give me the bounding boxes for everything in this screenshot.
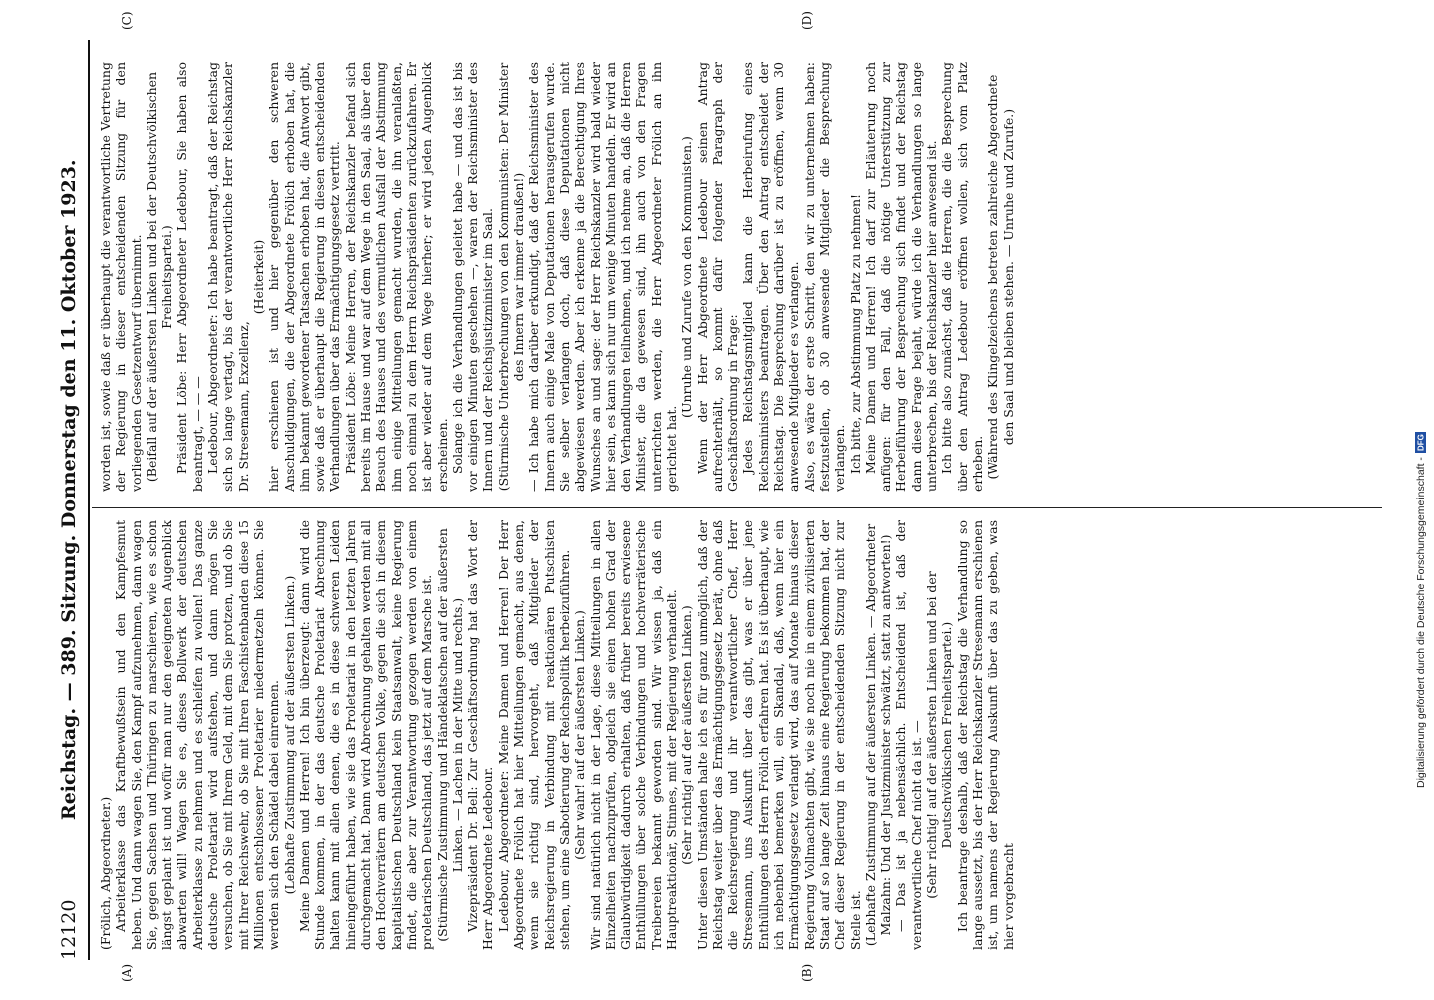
column-divider	[92, 507, 1382, 508]
paragraph: (Heiterkeit)	[250, 239, 266, 315]
paragraph: (Lebhafte Zustimmung auf der äußersten Linken. — Abgeordneter Malzahn: Und der Justizminister schwätzt, statt zu antworten!)	[862, 523, 894, 947]
paragraph: Arbeiterklasse das Kraftbewußtsein und den Kampfesmut heben. Und dann wagen Sie, den Kampf aufzunehmen, dann wagen Sie, gegen Sachsen und Thüringen zu marschieren, wie es schon längst geplant ist und wofür man nur den geeigneten Augenblick abwarten will! Wagen Sie es, dieses Bollwerk der deutschen Arbeiterklasse zu nehmen und es schleifen zu wollen! Das ganze deutsche Proletariat wird aufstehen, und dann mögen Sie versuchen, ob Sie mit Ihrem Geld, mit dem Sie protzen, und ob Sie mit Ihrer Reichswehr, ob Sie mit Ihren Faschistenbanden diese 15 Millionen entschlossener Proletarier niedermetzeln können. Sie werden sich den Schädel dabei einrennen.	[113, 520, 282, 950]
paragraph: Ich bitte also zunächst, daß die Herren, die die Besprechung über den Antrag Ledebour eröffnen wollen, sich vom Platz erheben.	[939, 62, 985, 492]
paragraph: Präsident Löbe: Meine Herren, der Reichskanzler befand sich bereits im Hause und war auf dem Wege in den Saal, als über den Besuch des Hauses und des vermutlichen Ausfall der Abstimmung ihm einige Mitteilungen gemacht wurden, die ihn veranlaßten, noch einmal zu dem Herrn Reichspräsidenten zurückzufahren. Er ist aber wieder auf dem Wege hierher; er wird jeden Augenblick erscheinen.	[342, 62, 450, 492]
paragraph: (Beifall auf der äußersten Linken und bei der Deutschvölkischen Freiheitspartei.)	[143, 71, 175, 483]
credit-text: Digitalisierung gefördert durch die Deutsche Forschungsgemeinschaft -	[1415, 457, 1427, 788]
paragraph: Vizepräsident Dr. Bell: Zur Geschäftsordnung hat das Wort der Herr Abgeordnete Ledebour.	[465, 520, 496, 950]
paragraph: (Während des Klingelzeichens betreten zahlreiche Abgeordnete den Saal und bleiben stehen. — Unruhe und Zurufe.)	[985, 74, 1016, 480]
paragraph: Ledebour, Abgeordneter: Meine Damen und Herren! Der Herr Abgeordnete Frölich hat hier Mitteilungen gemacht, aus denen, wenn sie richtig sind, hervorgeht, daß Mitglieder der Reichsregierung in Verbindung mit reaktionären Putschisten stehen, um eine Sabotierung der Reichspolitik herbeizuführen.	[495, 520, 572, 950]
paragraph: — Ich habe mich darüber erkundigt, daß der Reichsminister des Innern auch einige Male von Deputationen herausgerufen wurde. Sie selber verlangen doch, daß diese Deputationen nicht abgewiesen werden. Aber ich erkenne ja die Berechtigung Ihres Wunsches an und sage: der Herr Reichskanzler wird bald wieder hier sein, es kann sich nur um wenige Minuten handeln. Er wird an den Verhandlungen teilnehmen, und ich nehme an, daß die Herren Minister, die da gewesen sind, ihn auch von den Fragen unterrichten werden, die Herr Abgeordneter Frölich an ihn gerichtet hat.	[526, 62, 679, 492]
page-header	[58, 40, 86, 960]
paragraph: Meine Damen und Herren! Ich bin überzeugt: dann wird die Stunde kommen, in der das deutsche Proletariat Abrechnung halten kann mit allen denen, die es in diese schweren Leiden hineingeführt haben, wie sie das Proletariat in den letzten Jahren durchgemacht hat. Dann wird Abrechnung gehalten werden mit all den Hochverrätern am deutschen Volke, gegen die sich in diesem kapitalistischen Deutschland kein Staatsanwalt, keine Regierung findet, die aber zur Verantwortung gezogen werden von einem proletarischen Deutschland, das jetzt auf dem Marsche ist.	[296, 520, 435, 950]
paragraph: (Lebhafte Zustimmung auf der äußersten Linken.)	[281, 575, 297, 895]
paragraph: (Frölich, Abgeordneter.)	[98, 796, 113, 950]
dfg-logo: DFG	[1416, 434, 1426, 452]
paragraph: (Stürmische Zustimmung und Händeklatschen auf der äußersten Linken. — Lachen in der Mitte und rechts.)	[434, 528, 465, 942]
paragraph: Ich bitte, zur Abstimmung Platz zu nehmen!	[847, 193, 863, 474]
margin-marker-d: (D)	[800, 11, 814, 30]
paragraph: — Das ist ja nebensächlich. Entscheidend ist, daß der verantwortliche Chef nicht da ist. —	[893, 520, 924, 950]
paragraph: Meine Damen und Herren! Ich darf zur Erläuterung noch anfügen: für den Fall, daß die nötige Unterstützung zur Herbeiführung der Besprechung sich findet und der Reichstag dann diese Frage bejaht, würde ich die Verhandlungen so lange unterbrechen, bis der Reichskanzler hier anwesend ist.	[862, 62, 940, 492]
paragraph: Jedes Reichstagsmitglied kann die Herbeirufung eines Reichsministers beantragen. Über den Antrag entscheidet der Reichstag. Die Besprechung darüber ist zu eröffnen, wenn 30 anwesende Mitglieder es verlangen.	[740, 62, 802, 492]
running-title: Reichstag. — 389. Sitzung. Donnerstag den 11. Oktober 1923.	[58, 159, 80, 821]
paragraph: Unter diesen Umständen halte ich es für ganz unmöglich, daß der Reichstag weiter über das Ermächtigungsgesetz berät, ohne daß die Reichsregierung und ihr verantwortlicher Chef, Herr Stresemann, uns Auskunft über das gibt, was er über jene Enthüllungen des Herrn Frölich erfahren hat. Es ist überhaupt, wie ich nebenbei bemerken will, ein Skandal, daß, wenn hier ein Ermächtigungsgesetz verlangt wird, das auf Monate hinaus dieser Regierung Vollmachten gibt, wie sie noch nie in einem zivilisierten Staat auf so lange Zeit hinaus eine Regierung bekommen hat, der Chef dieser Regierung in der entscheidenden Sitzung nicht zur Stelle ist.	[694, 520, 863, 950]
paragraph: Wenn der Herr Abgeordnete Ledebour seinen Antrag aufrechterhält, so kommt dafür folgender Paragraph der Geschäftsordnung in Frage:	[694, 62, 741, 492]
header-rule	[88, 40, 90, 960]
digitization-credit	[1412, 8, 1430, 788]
page-content	[58, 11, 1398, 982]
paragraph: (Sehr richtig! auf der äußersten Linken.)	[679, 605, 695, 865]
paragraph: Ledebour, Abgeordneter: Ich habe beantragt, daß der Reichstag sich so lange vertagt, bis der verantwortliche Herr Reichskanzler Dr. Stresemann, Exzellenz,	[205, 62, 251, 492]
paragraph: (Sehr richtig! auf der äußersten Linken und bei der Deutschvölkischen Freiheitspartei.)	[924, 571, 955, 899]
paragraph: Wir sind natürlich nicht in der Lage, diese Mitteilungen in allen Einzelheiten nachzuprüfen, obgleich sie einen hohen Grad der Glaubwürdigkeit dadurch erhalten, daß früher bereits erwiesene Enthüllungen über solche Verbindungen und hochverräterische Treibereien bekannt geworden sind. Wir wissen ja, daß ein Hauptreaktionär, Stinnes, mit der Regierung verhandelt.	[587, 520, 679, 950]
paragraph: (Sehr wahr! auf der äußersten Linken.)	[572, 610, 588, 860]
right-column	[98, 62, 1388, 492]
paragraph: Ich beantrage deshalb, daß der Reichstag die Verhandlung so lange aussetzt, bis der Herr Reichskanzler Stresemann erschienen ist, um namens der Regierung Auskunft über das zu geben, was hier vorgebracht	[954, 520, 1016, 950]
paragraph: Also, es wäre der erste Schritt, den wir zu unternehmen haben: festzustellen, ob 30 anwesende Mitglieder die Besprechung verlangen.	[801, 62, 848, 492]
paragraph: Präsident Löbe: Herr Abgeordneter Ledebour, Sie haben also beantragt, — — —	[174, 62, 205, 492]
paragraph: (Unruhe und Zurufe von den Kommunisten.)	[679, 136, 695, 418]
paragraph: Solange ich die Verhandlungen geleitet habe — und das ist bis vor einigen Minuten geschehen —, waren der Reichsminister des Innern und der Reichsjustizminister im Saal.	[449, 62, 496, 492]
page-number: 12120	[58, 899, 80, 960]
margin-marker-b: (B)	[800, 963, 814, 982]
margin-marker-a: (A)	[120, 963, 134, 982]
paragraph: worden ist, sowie daß er überhaupt die verantwortliche Vertretung der Regierung in dieser entscheidenden Sitzung für den vorliegenden Gesetzentwurf übernimmt.	[98, 62, 144, 492]
left-column	[98, 520, 1388, 950]
paragraph: hier erschienen ist und hier gegenüber den schweren Anschuldigungen, die der Abgeordnete Frölich erhoben hat, die ihm bekannt gewordener Tatsachen erhoben hat, die Antwort gibt, sowie daß er überhaupt die Regierung in diesen entscheidenden Verhandlungen über das Ermächtigungsgesetz vertritt.	[266, 62, 343, 492]
margin-marker-c: (C)	[120, 11, 134, 30]
paragraph: (Stürmische Unterbrechungen von den Kommunisten: Der Minister des Innern war immer draußen!)	[495, 62, 527, 492]
